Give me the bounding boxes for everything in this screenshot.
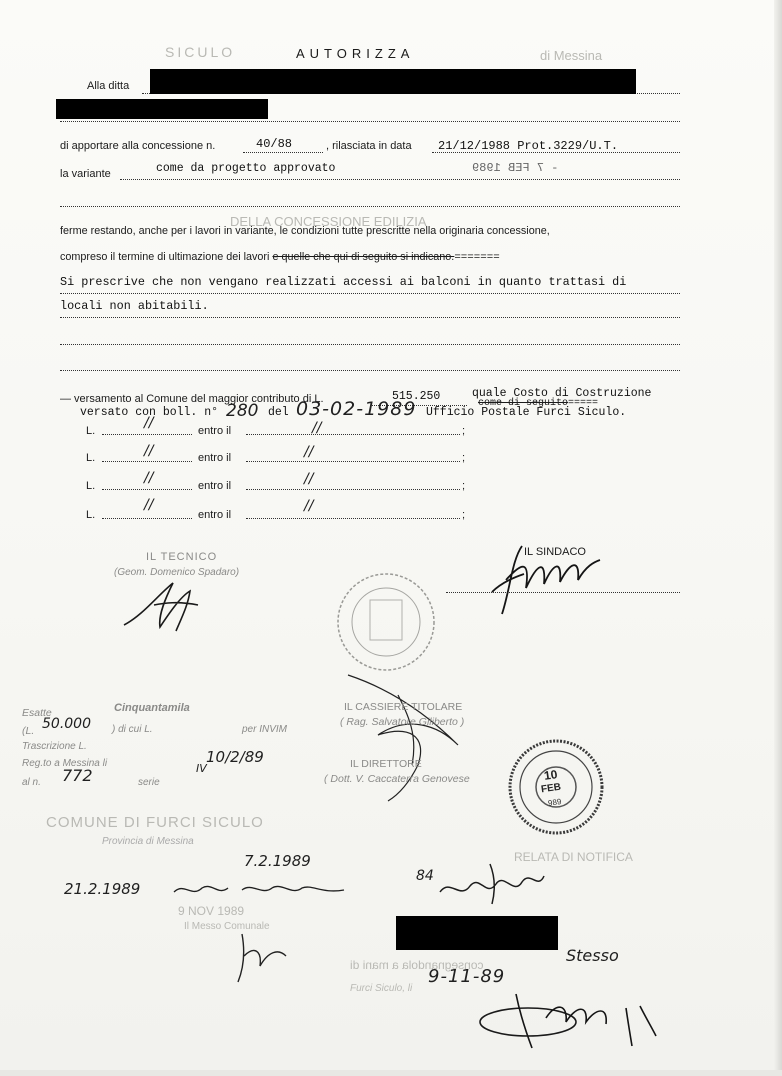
rilasciata-label: , rilasciata in data xyxy=(326,140,412,152)
blank-line xyxy=(60,317,680,318)
variante-text: come da progetto approvato xyxy=(156,162,336,175)
rate-line xyxy=(246,434,460,435)
concessione-label: di apportare alla concessione n. xyxy=(60,140,216,152)
esatte-dicui: ) di cui L. xyxy=(112,724,153,735)
variante-line xyxy=(120,179,680,180)
cassiere-title: IL CASSIERE TITOLARE xyxy=(344,701,463,713)
rate-line xyxy=(102,434,192,435)
ghost-date: 9 NOV 1989 xyxy=(178,904,245,918)
versamento-amount: 515.250 xyxy=(392,390,441,403)
versato-label: versato con boll. n° xyxy=(80,406,219,419)
prescrizione-line-2: locali non abitabili. xyxy=(60,299,209,313)
sindaco-signature xyxy=(482,540,612,620)
body-line-2-text: compreso il termine di ultimazione dei lavori xyxy=(60,251,270,263)
concessione-number: 40/88 xyxy=(256,137,293,151)
furci-date-label: Furci Siculo, li xyxy=(350,983,413,994)
rate-l: L. xyxy=(86,425,96,437)
ghost-text: di Messina xyxy=(540,48,603,63)
versamento-label: — versamento al Comune del maggior contributo di L. xyxy=(60,393,324,405)
rate-entro: entro il xyxy=(198,480,232,492)
concessione-date: 21/12/1988 Prot.3229/U.T. xyxy=(438,139,619,153)
tecnico-title: IL TECNICO xyxy=(146,551,218,563)
rate-entro: entro il xyxy=(198,425,232,437)
direttore-title: IL DIRETTORE xyxy=(350,758,422,770)
blank-line xyxy=(60,206,680,207)
rate-line xyxy=(246,518,460,519)
variante-label: la variante xyxy=(60,168,111,180)
messo-label: Il Messo Comunale xyxy=(184,921,270,932)
prescrizione-line-1: Si prescrive che non vengano realizzati accessi ai balconi in quanto trattasi di xyxy=(60,275,627,289)
quale-costo: quale Costo di Costruzione xyxy=(472,387,652,400)
redaction-box xyxy=(56,99,268,119)
esatte-label: Esatte xyxy=(22,707,52,719)
provincia-label: Provincia di Messina xyxy=(102,836,194,847)
rate-line xyxy=(246,489,460,490)
notifica-signature xyxy=(430,860,550,910)
hand-stesso: Stesso xyxy=(566,946,619,965)
blank-line xyxy=(60,344,680,345)
stamp-month: FEB xyxy=(540,781,562,796)
messo-signature xyxy=(232,926,292,986)
rate-date: // xyxy=(304,498,314,514)
body-line-2-end: ======= xyxy=(454,252,500,264)
esatte-invim: per INVIM xyxy=(242,724,288,735)
prescrizione-line xyxy=(60,293,680,294)
ditta-label: Alla ditta xyxy=(87,80,130,92)
hand-number: 84 xyxy=(416,868,434,884)
esatte-aln: al n. xyxy=(22,777,41,788)
come-di-seguito-end: ===== xyxy=(568,398,599,409)
rate-date: // xyxy=(304,471,314,487)
rate-date: // xyxy=(312,420,322,436)
esatte-amount: 50.000 xyxy=(42,716,91,732)
blank-line xyxy=(60,370,680,371)
rate-line xyxy=(102,489,192,490)
sindaco-title: IL SINDACO xyxy=(524,546,586,558)
ghost-text: SICULO xyxy=(165,44,236,60)
esatte-serie: serie xyxy=(138,777,160,788)
rate-entro: entro il xyxy=(198,509,232,521)
rate-amount: // xyxy=(144,443,154,459)
faded-round-stamp xyxy=(334,570,438,674)
rate-end: ; xyxy=(462,509,466,521)
tecnico-signature xyxy=(118,575,208,635)
bollettino-number: 280 xyxy=(226,401,259,421)
redaction-box xyxy=(396,916,558,950)
come-di-seguito-text: come di seguito xyxy=(478,398,569,409)
rate-line xyxy=(102,518,192,519)
cassiere-name: ( Rag. Salvatore Giliberto ) xyxy=(340,716,465,728)
rate-line xyxy=(102,461,192,462)
rate-end: ; xyxy=(462,480,466,492)
concessione-number-line xyxy=(243,152,323,153)
hand-date-2: 21.2.1989 xyxy=(64,880,141,898)
direttore-name: ( Dott. V. Caccaterra Genovese xyxy=(324,773,470,785)
ghost-text: DELLA CONCESSIONE EDILIZIA xyxy=(230,214,427,229)
hand-date-1: 7.2.1989 xyxy=(244,852,311,870)
esatte-cinquantamila: Cinquantamila xyxy=(114,702,190,714)
page-bottom-edge xyxy=(0,1070,782,1076)
esatte-reg-vol: IV xyxy=(196,762,207,775)
esatte-reg: Reg.to a Messina li xyxy=(22,758,108,769)
rate-date: // xyxy=(304,444,314,460)
hand-day: 9-11-89 xyxy=(428,966,506,987)
final-signature xyxy=(476,988,666,1052)
mirrored-ghost-text: consegnandola a mani di xyxy=(350,958,484,972)
rate-l: L. xyxy=(86,480,96,492)
stamp-year: 989 xyxy=(547,797,562,808)
page-edge-shadow xyxy=(774,0,782,1076)
rate-l: L. xyxy=(86,509,96,521)
ufficio-postale: Ufficio Postale Furci Siculo. xyxy=(426,406,627,419)
versamento-date: 03-02-1989 xyxy=(296,398,417,420)
page-title: AUTORIZZA xyxy=(296,46,415,61)
esatte-numero: 772 xyxy=(62,766,93,785)
rate-amount: // xyxy=(144,415,154,431)
body-line-2 xyxy=(60,251,500,264)
tecnico-name: (Geom. Domenico Spadaro) xyxy=(114,567,240,578)
ditta-line-2 xyxy=(60,121,680,122)
rate-end: ; xyxy=(462,452,466,464)
body-line-2-struck: e quelle che qui di seguito si indicano. xyxy=(272,251,455,263)
date-stamp-mirrored: - 7 FEB 1989 xyxy=(472,161,559,175)
body-line-1: ferme restando, anche per i lavori in variante, le condizioni tutte prescritte nella originaria concessione, xyxy=(60,225,550,237)
del-label: del xyxy=(268,406,289,419)
rate-amount: // xyxy=(144,470,154,486)
comune-heading: COMUNE DI FURCI SICULO xyxy=(46,814,264,831)
relata-heading: RELATA DI NOTIFICA xyxy=(514,850,633,864)
esatte-trascrizione: Trascrizione L. xyxy=(22,741,87,752)
rate-l: L. xyxy=(86,452,96,464)
esatte-reg-date: 10/2/89 xyxy=(206,748,264,766)
stamp-day: 10 xyxy=(543,767,559,783)
rate-end: ; xyxy=(462,425,466,437)
rate-line xyxy=(246,461,460,462)
esatte-l: (L. xyxy=(22,725,35,737)
rate-entro: entro il xyxy=(198,452,232,464)
redaction-box xyxy=(150,69,636,94)
rate-amount: // xyxy=(144,497,154,513)
hand-scribble xyxy=(172,878,348,902)
